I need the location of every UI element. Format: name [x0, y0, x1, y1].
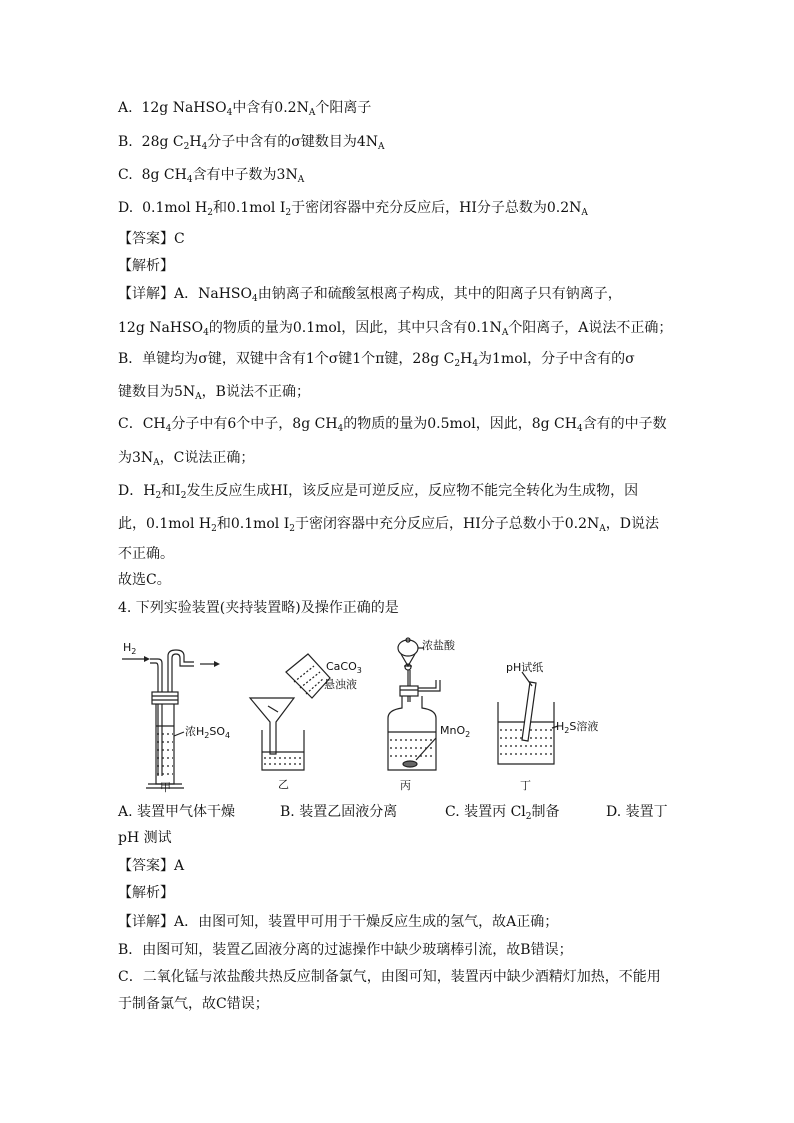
q4-detail-b: B．由图可知，装置乙固液分离的过滤操作中缺少玻璃棒引流，故B错误； [118, 942, 573, 958]
detail-c-line2: 为$3N_A$，C说法正确； [118, 450, 255, 468]
caption-ding: 丁 [520, 779, 531, 792]
option-c: C. 8g $CH_4$含有中子数为$3N_A$ [118, 167, 305, 185]
detail-b-line2: 键数目为$5N_A$，B说法不正确； [118, 384, 310, 402]
label-hcl: 浓盐酸 [422, 639, 455, 652]
q4-analysis-label: 【解析】 [118, 885, 174, 901]
detail-b-line1: B．单键均为σ键，双键中含有1个σ键1个π键，28g $C_2H_4$为1mol，分子中含有的σ [118, 351, 635, 369]
detail-d-line3: 不正确。 [118, 546, 174, 562]
detail-d-line2: 此，0.1mol $H_2$和0.1mol $I_2$于密闭容器中充分反应后，HI分子总数小于$0.2N_A$，D说法 [118, 516, 660, 534]
label-caco3: CaCO$_3$ [326, 660, 362, 675]
label-ph-paper: pH试纸 [506, 661, 544, 674]
q4-answer-label: 【答案】A [118, 858, 185, 874]
q4-detail-c-line1: C．二氧化锰与浓盐酸共热反应制备氯气，由图可知，装置丙中缺少酒精灯加热，不能用 [118, 969, 661, 985]
choose-line: 故选C。 [118, 572, 171, 588]
label-suspension: 悬浊液 [324, 678, 357, 691]
detail-c-line1: C．$CH_4$分子中有6个中子，8g $CH_4$的物质的量为0.5mol，因此，8g $CH_4$含有的中子数 [118, 416, 667, 434]
caption-jia: 甲 [160, 781, 171, 794]
option-b: B. 28g $C_2H_4$分子中含有的σ键数目为$4N_A$ [118, 134, 385, 152]
apparatus-jia [122, 650, 220, 788]
q4-option-a: A. 装置甲气体干燥 [118, 804, 236, 820]
answer-label: 【答案】C [118, 231, 185, 247]
caption-bing: 丙 [400, 779, 411, 792]
apparatus-ding [498, 672, 558, 764]
q4-detail-a: 【详解】A．由图可知，装置甲可用于干燥反应生成的氢气，故A正确； [118, 914, 559, 930]
caption-yi: 乙 [278, 778, 289, 791]
detail-d-line1: D．$H_2$和$I_2$发生反应生成HI，该反应是可逆反应，反应物不能完全转化为生成物，因 [118, 483, 639, 501]
detail-a-line1: 【详解】A．NaHSO$_4$由钠离子和硫酸氢根离子构成，其中的阳离子只有钠离子， [118, 286, 622, 304]
apparatus-yi [250, 654, 330, 770]
option-a: A. 12g NaHSO$_4$中含有$0.2N_A$个阳离子 [118, 100, 372, 118]
label-h2s: $H_2S$溶液 [556, 720, 599, 735]
apparatus-bing [388, 638, 440, 770]
option-d: D. 0.1mol $H_2$和0.1mol $I_2$于密闭容器中充分反应后，HI分子总数为$0.2N_A$ [118, 200, 588, 218]
apparatus-figure [118, 636, 678, 796]
question-4-stem: 4. 下列实验装置(夹持装置略)及操作正确的是 [118, 600, 399, 616]
q4-option-b: B. 装置乙固液分离 [280, 804, 398, 820]
label-mno2: MnO$_2$ [440, 724, 471, 739]
label-h2-inlet: $H_2$ [123, 641, 137, 656]
detail-a-line2: 12g NaHSO$_4$的物质的量为0.1mol，因此，其中只含有$0.1N_A$个阳离子，A说法不正确； [118, 320, 673, 338]
q4-option-c: C. 装置丙 $Cl_2$制备 [445, 804, 560, 822]
q4-option-d: D. 装置丁 [606, 804, 668, 820]
q4-option-d-continued: pH 测试 [118, 830, 172, 846]
analysis-label: 【解析】 [118, 258, 174, 274]
label-h2so4: 浓$H_2SO_4$ [185, 725, 231, 740]
q4-detail-c-line2: 于制备氯气，故C错误； [118, 996, 269, 1012]
